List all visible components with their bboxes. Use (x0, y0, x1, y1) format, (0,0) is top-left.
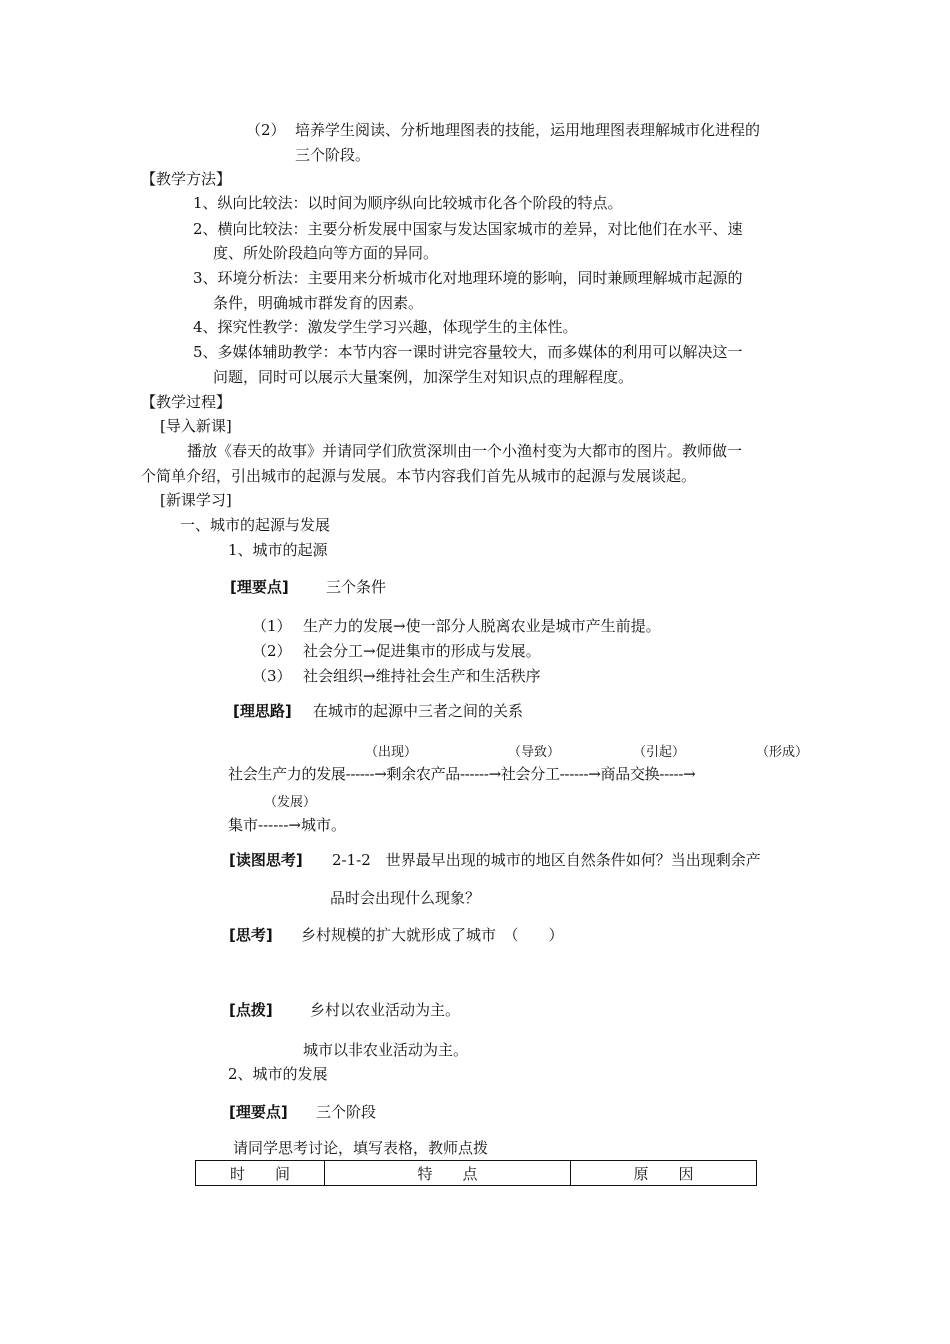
method-item: 2、横向比较法：主要分析发展中国家与发达国家城市的差异，对比他们在水平、速 (193, 220, 743, 238)
method-item: 问题，同时可以展示大量案例，加深学生对知识点的理解程度。 (213, 368, 634, 386)
relationship-chain: 社会生产力的发展------→剩余农产品------→社会分工------→商品交换-----→ (228, 765, 696, 783)
key-points-label: [理要点] (229, 1103, 288, 1121)
goal-line: 培养学生阅读、分析地理图表的技能，运用地理图表理解城市化进程的 (295, 121, 761, 139)
condition-number: （2） (252, 642, 292, 660)
condition-number: （3） (252, 667, 292, 685)
method-item: 条件，明确城市群发育的因素。 (213, 294, 424, 312)
arrow-label: （发展） (264, 795, 317, 810)
intro-heading: [导入新课] (160, 417, 232, 435)
read-map-label: [读图思考] (229, 851, 303, 869)
key-points-text: 三个阶段 (316, 1103, 377, 1121)
condition-number: （1） (252, 617, 292, 635)
arrow-label: （形成） (756, 745, 809, 760)
condition-text: 生产力的发展→使一部分人脱离农业是城市产生前提。 (303, 617, 661, 635)
idea-text: 在城市的起源中三者之间的关系 (313, 702, 524, 720)
goal-number: （2） (246, 121, 286, 139)
think-label: [思考] (229, 926, 273, 944)
discussion-prompt: 请同学思考讨论，填写表格，教师点拨 (233, 1139, 489, 1157)
arrow-label: （引起） (633, 745, 686, 760)
methods-heading: 【教学方法】 (141, 170, 232, 188)
process-heading: 【教学过程】 (141, 393, 232, 411)
new-lesson-heading: [新课学习] (160, 491, 232, 509)
arrow-label: （导致） (508, 745, 561, 760)
method-item: 4、探究性教学：激发学生学习兴趣，体现学生的主体性。 (193, 318, 578, 336)
table-header-cell: 原 因 (571, 1161, 757, 1186)
intro-paragraph: 播放《春天的故事》并请同学们欣赏深圳由一个小渔村变为大都市的图片。教师做一 (187, 442, 743, 460)
condition-text: 社会分工→促进集市的形成与发展。 (303, 642, 541, 660)
method-item: 度、所处阶段趋向等方面的异同。 (213, 244, 439, 262)
arrow-label: （出现） (365, 745, 418, 760)
method-item: 5、多媒体辅助教学：本节内容一课时讲完容量较大，而多媒体的利用可以解决这一 (193, 343, 743, 361)
stages-table (195, 1160, 757, 1186)
method-item: 3、环境分析法：主要用来分析城市化对地理环境的影响，同时兼顾理解城市起源的 (193, 269, 743, 287)
idea-label: [理思路] (233, 702, 292, 720)
think-text: 乡村规模的扩大就形成了城市 （ ） (301, 926, 564, 944)
subsection-title: 1、城市的起源 (228, 541, 328, 559)
hint-text: 乡村以农业活动为主。 (310, 1001, 461, 1019)
section-title: 一、城市的起源与发展 (180, 516, 331, 534)
hint-label: [点拨] (229, 1001, 273, 1019)
key-points-text: 三个条件 (326, 578, 387, 596)
read-map-text: 品时会出现什么现象？ (330, 889, 481, 907)
intro-paragraph: 个简单介绍，引出城市的起源与发展。本节内容我们首先从城市的起源与发展谈起。 (141, 467, 697, 485)
read-map-text: 2-1-2 世界最早出现的城市的地区自然条件如何？当出现剩余产 (332, 851, 761, 869)
key-points-label: [理要点] (230, 578, 289, 596)
method-item: 1、纵向比较法：以时间为顺序纵向比较城市化各个阶段的特点。 (193, 194, 623, 212)
table-header-cell: 特 点 (325, 1161, 571, 1186)
subsection-title: 2、城市的发展 (228, 1065, 328, 1083)
table-header-cell: 时 间 (196, 1161, 325, 1186)
hint-text: 城市以非农业活动为主。 (303, 1041, 469, 1059)
goal-line: 三个阶段。 (295, 146, 371, 164)
condition-text: 社会组织→维持社会生产和生活秩序 (303, 667, 541, 685)
relationship-chain: 集市------→城市。 (228, 816, 346, 834)
table-header-row (196, 1161, 757, 1186)
